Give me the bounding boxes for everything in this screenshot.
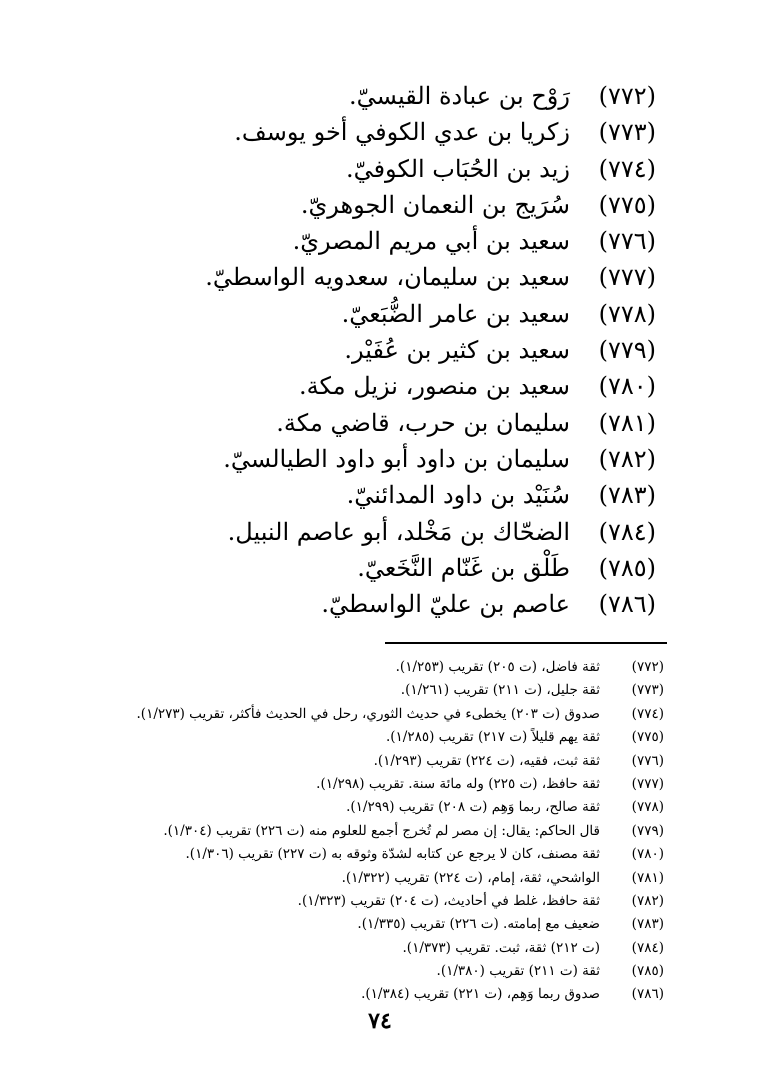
footnote (94, 796, 664, 819)
footnote-number: (٧٧٢) (631, 659, 664, 675)
list-item (236, 223, 656, 259)
entry-number: (٧٧٣) (598, 118, 656, 147)
footnote (94, 679, 664, 702)
list-item (236, 114, 656, 150)
entry-text: سعيد بن سليمان، سعدويه الواسطيّ. (205, 263, 570, 292)
footnote-number: (٧٧٧) (631, 775, 664, 792)
footnote (94, 983, 664, 1006)
footnote-number: (٧٨٦) (631, 986, 664, 1003)
entry-number: (٧٧٦) (598, 227, 656, 256)
footnote (94, 867, 664, 890)
footnote-number: (٧٧٥) (631, 729, 664, 746)
entry-number: (٧٨٠) (598, 372, 656, 401)
entry-text: سعيد بن أبي مريم المصريّ. (292, 227, 570, 256)
narrator-list (205, 78, 656, 622)
entry-number: (٧٨٤) (598, 517, 656, 546)
entry-number: (٧٧٩) (598, 336, 656, 365)
footnote-text: ثقة يهم قليلاً (ت ٢١٧) تقريب (١/٢٨٥). (385, 729, 600, 746)
footnote (94, 890, 664, 913)
list-item (236, 332, 656, 368)
footnote-number: (٧٨٤) (631, 939, 664, 956)
page-number: ٧٤ (368, 1008, 392, 1034)
footnote (94, 960, 664, 983)
footnote-number: (٧٨٥) (631, 963, 664, 980)
entry-number: (٧٨٦) (598, 590, 656, 619)
entry-text: سعيد بن منصور، نزيل مكة. (298, 372, 570, 401)
footnote-text: ثقة صالح، ربما وَهِم (ت ٢٠٨) تقريب (١/٢٩٩). (346, 799, 600, 816)
footnote-text: ثقة حافظ، (ت ٢٢٥) وله مائة سنة. تقريب (١/٢٩٨). (316, 775, 600, 792)
footnote-text: ثقة مصنف، كان لا يرجع عن كتابه لشدّة وثوقه به (ت ٢٢٧) تقريب (١/٣٠٦). (185, 846, 600, 863)
list-item (236, 405, 656, 441)
list-item (236, 586, 656, 622)
list-item (236, 78, 656, 114)
entry-text: سليمان بن داود أبو داود الطيالسيّ. (223, 444, 570, 473)
entry-number: (٧٧٨) (598, 299, 656, 328)
entry-text: سعيد بن عامر الضُّبَعيّ. (341, 299, 570, 328)
footnote-text: ثقة حافظ، غلط في أحاديث، (ت ٢٠٤) تقريب (١/٣٢٣). (297, 892, 600, 909)
footnote-text: ثقة جليل، (ت ٢١١) تقريب (١/٢٦١). (400, 682, 600, 699)
footnote-number: (٧٨٢) (631, 892, 664, 909)
entry-text: سُنَيْد بن داود المدائنيّ. (346, 481, 570, 510)
entry-number: (٧٧٤) (598, 154, 656, 183)
entry-text: رَوْح بن عبادة القيسيّ. (348, 82, 570, 110)
list-item (236, 550, 656, 586)
list-item (227, 514, 656, 550)
entry-number: (٧٧٧) (598, 263, 656, 292)
footnote-number: (٧٧٤) (631, 705, 664, 722)
footnote-text: قال الحاكم: يقال: إن مصر لم تُخرج أجمع للعلوم منه (ت ٢٢٦) تقريب (١/٣٠٤). (163, 822, 600, 839)
entry-number: (٧٨٣) (598, 481, 656, 510)
footnote-text: (ت ٢١٢) ثقة، ثبت. تقريب (١/٣٧٣). (402, 939, 600, 956)
entry-number: (٧٧٢) (598, 82, 656, 110)
list-item (236, 151, 656, 187)
footnote-number: (٧٧٦) (631, 752, 664, 769)
entry-text: سُرَيج بن النعمان الجوهريّ. (300, 190, 570, 219)
footnote (94, 703, 664, 726)
footnote (94, 773, 664, 796)
footnote (94, 913, 664, 936)
footnote-text: صدوق ربما وَهِم، (ت ٢٢١) تقريب (١/٣٨٤). (361, 986, 600, 1003)
footnote-number: (٧٨٣) (631, 916, 664, 933)
list-item (236, 187, 656, 223)
footnotes (94, 656, 664, 1007)
footnote (94, 656, 664, 679)
footnote-text: ثقة ثبت، فقيه، (ت ٢٢٤) تقريب (١/٢٩٣). (373, 752, 600, 769)
footnote (94, 726, 664, 749)
entry-text: زكريا بن عدي الكوفي أخو يوسف. (234, 118, 570, 147)
footnote-divider (385, 642, 667, 644)
entry-text: زيد بن الحُبَاب الكوفيّ. (345, 154, 570, 183)
footnote-number: (٧٨٠) (631, 846, 664, 863)
list-item (236, 477, 656, 513)
footnote (94, 937, 664, 960)
entry-number: (٧٨٢) (598, 444, 656, 473)
footnote (94, 750, 664, 773)
footnote (94, 843, 664, 866)
entry-text: الضحّاك بن مَخْلد، أبو عاصم النبيل. (227, 517, 570, 546)
footnote-text: صدوق (ت ٢٠٣) يخطىء في حديث الثوري، رحل في الحديث فأكثر، تقريب (١/٢٧٣). (136, 705, 600, 722)
footnote-text: ثقة فاضل، (ت ٢٠٥) تقريب (١/٢٥٣). (395, 659, 600, 675)
entry-number: (٧٧٥) (598, 190, 656, 219)
entry-text: عاصم بن عليّ الواسطيّ. (321, 590, 570, 619)
list-item (236, 368, 656, 404)
footnote-number: (٧٧٨) (631, 799, 664, 816)
footnote-number: (٧٨١) (631, 869, 664, 886)
list-item (205, 259, 656, 295)
footnote (94, 820, 664, 843)
footnote-number: (٧٧٣) (631, 682, 664, 699)
list-item (236, 296, 656, 332)
footnote-text: ثقة (ت ٢١١) تقريب (١/٣٨٠). (436, 963, 600, 980)
entry-text: طَلْق بن غَنّام النَّخَعيّ. (357, 553, 570, 582)
footnote-text: الواشحي، ثقة، إمام، (ت ٢٢٤) تقريب (١/٣٢٢). (341, 869, 600, 886)
entry-number: (٧٨٥) (598, 553, 656, 582)
list-item (223, 441, 656, 477)
entry-text: سليمان بن حرب، قاضي مكة. (276, 408, 570, 437)
entry-number: (٧٨١) (598, 408, 656, 437)
footnote-text: ضعيف مع إمامته. (ت ٢٢٦) تقريب (١/٣٣٥). (357, 916, 600, 933)
footnote-number: (٧٧٩) (631, 822, 664, 839)
entry-text: سعيد بن كثير بن عُفَيْر. (344, 336, 570, 365)
